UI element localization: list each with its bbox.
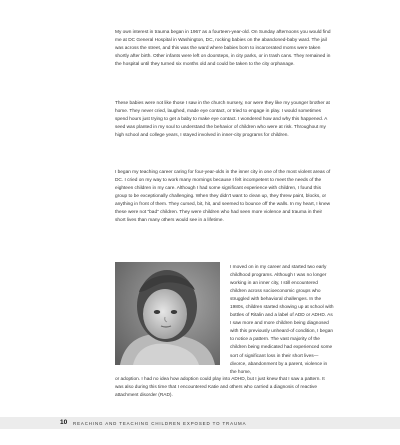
paragraph-3-text: I began my teaching career caring for four-year-olds in the inner city in one of the most violent areas of DC. I cried on my way to work many mornings because I felt incompetent to meet the needs of the eighteen children in my care. Although I had some significant experience with children, I found this group to be exceptionally challenging. When they didn't want to clean up, they threw paint, blocks, or anything in front of them. They cursed, bit, hit, and seemed to bounce off the walls. In my heart, I knew these were not "bad" children. They were children who had seen more violence and trauma in their short lives than many others would see in a lifetime.: [115, 170, 331, 224]
running-title: REACHING AND TEACHING CHILDREN EXPOSED TO TRAUMA: [73, 420, 247, 426]
paragraph-3: [115, 169, 333, 225]
paragraph-4-continued-text: or adoption. I had no idea how adoption could play into ADHD, but I just knew that I saw a pattern. It was also during this time that I encountered Katie and others who carried a diagnosis of reactive attachment disorder (RAD).: [115, 377, 325, 399]
paragraph-1-text: My own interest in trauma began in 1967 as a fourteen-year-old. On Sunday afternoons you would find me at DC General Hospital in Washington, DC, rocking babies on the abandoned-baby ward. The jail was across the street, and this was the ward where babies born to incarcerated moms were taken shortly after birth. Other infants were left on doorsteps, in city parks, or in trash cans. They remained in the hospital until they turned six months old and could be taken to the city orphanage.: [115, 30, 331, 68]
page-number: 10: [60, 419, 68, 426]
page-footer: [0, 417, 400, 429]
child-photo-image: [115, 262, 220, 365]
paragraph-2-text: These babies were not like those I saw in the church nursery, nor were they like my younger brother at home. They never cried, laughed, made eye contact, or tried to engage in play. I would sometimes spend hours just trying to get a baby to make eye contact. I wondered how and why this happened. A seed was planted in my soul to understand the behavior of children who were at risk. Throughout my high school and college years, I stayed involved in inner-city programs for children.: [115, 101, 330, 139]
paragraph-4-wrapped-text: I moved on in my career and started two early childhood programs. Although I was no longer working in an inner city, I still encountered children across socioeconomic groups who struggled with behavioral challenges. In the 1980s, children started showing up at school with bottles of Ritalin and a label of ADD or ADHD. As I saw more and more children being diagnosed with this previously unheard-of condition, I began to notice a pattern. The vast majority of the children being medicated had experienced some sort of significant loss in their short lives—divorce, abandonment by a parent, violence in the home,: [230, 265, 334, 375]
paragraph-4-continued: [115, 376, 333, 400]
paragraph-2: [115, 100, 333, 140]
paragraph-1: [115, 29, 333, 69]
child-photo: [115, 262, 220, 365]
paragraph-4-wrapped: [230, 264, 334, 377]
